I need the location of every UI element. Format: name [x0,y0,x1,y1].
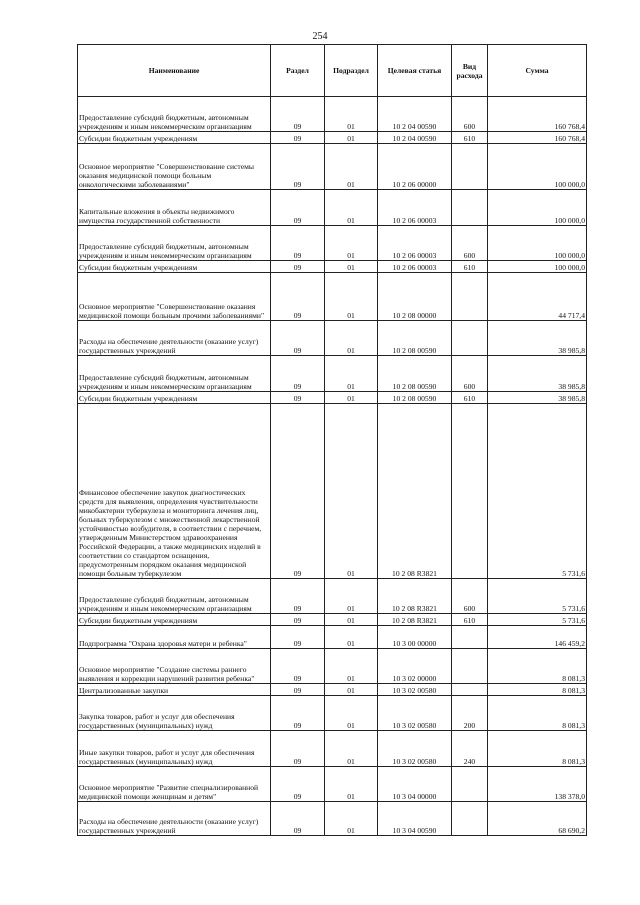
row-target: 10 2 08 R3821 [378,404,452,579]
header-podrazdel: Подраздел [325,45,378,97]
table-row [78,614,587,626]
row-name: Финансовое обеспечение закупок диагностических средств для выявления, определения чувствительности микобактерии туберкулеза и мониторинга лечения лиц, больных туберкулезом с множественной лекарственной устойчивостью возбудителя, в соответствии с перечнем, утвержденным Министерством здравоохранения Российской Федерации, а также медицинских изделий в соответствии со стандартом оснащения, предусмотренным порядком оказания медицинской помощи больным туберкулезом [78,404,271,579]
row-name: Предоставление субсидий бюджетным, автономным учреждениям и иным некоммерческим организациям [78,226,271,261]
row-name: Централизованные закупки [78,684,271,696]
row-name: Основное мероприятие "Развитие специализированной медицинской помощи женщинам и детям" [78,767,271,802]
row-razdel: 09 [271,261,325,273]
row-name: Основное мероприятие "Совершенствование оказания медицинской помощи больным прочими заболеваниями" [78,273,271,321]
row-podrazdel: 01 [325,321,378,356]
row-expense-type [452,767,488,802]
row-podrazdel: 01 [325,404,378,579]
row-razdel: 09 [271,97,325,132]
row-target: 10 3 02 00580 [378,684,452,696]
row-podrazdel: 01 [325,226,378,261]
row-amount: 8 081,3 [488,731,587,767]
row-amount: 38 985,8 [488,392,587,404]
row-podrazdel: 01 [325,356,378,392]
row-podrazdel: 01 [325,579,378,614]
row-name: Основное мероприятие "Совершенствование системы оказания медицинской помощи больным онкологическими заболеваниями" [78,144,271,190]
row-amount: 5 731,6 [488,404,587,579]
header-amount: Сумма [488,45,587,97]
row-amount: 38 985,8 [488,321,587,356]
row-expense-type: 200 [452,696,488,731]
row-amount: 5 731,6 [488,579,587,614]
table-row [78,261,587,273]
row-razdel: 09 [271,731,325,767]
row-podrazdel: 01 [325,392,378,404]
table-row [78,649,587,684]
row-amount: 146 459,2 [488,626,587,649]
row-expense-type [452,273,488,321]
row-razdel: 09 [271,684,325,696]
table-row [78,226,587,261]
row-razdel: 09 [271,802,325,836]
row-target: 10 3 02 00000 [378,649,452,684]
row-expense-type [452,321,488,356]
row-amount: 8 081,3 [488,684,587,696]
row-name: Субсидии бюджетным учреждениям [78,614,271,626]
table-header [78,45,587,97]
row-expense-type [452,190,488,226]
row-podrazdel: 01 [325,273,378,321]
table-row [78,190,587,226]
row-razdel: 09 [271,132,325,144]
row-expense-type: 600 [452,97,488,132]
table-row [78,579,587,614]
row-podrazdel: 01 [325,649,378,684]
row-target: 10 2 08 R3821 [378,614,452,626]
row-name: Субсидии бюджетным учреждениям [78,261,271,273]
row-amount: 138 378,0 [488,767,587,802]
row-expense-type [452,649,488,684]
row-podrazdel: 01 [325,614,378,626]
row-razdel: 09 [271,356,325,392]
row-amount: 100 000,0 [488,261,587,273]
table-row [78,392,587,404]
header-row [78,45,587,97]
row-amount: 5 731,6 [488,614,587,626]
row-expense-type [452,684,488,696]
row-name: Основное мероприятие "Создание системы раннего выявления и коррекции нарушений развития ребенка" [78,649,271,684]
row-target: 10 2 08 00000 [378,273,452,321]
header-expense-type: Вид расхода [452,45,488,97]
row-podrazdel: 01 [325,132,378,144]
row-target: 10 2 08 00590 [378,356,452,392]
row-amount: 100 000,0 [488,226,587,261]
row-razdel: 09 [271,226,325,261]
table-row [78,626,587,649]
row-razdel: 09 [271,626,325,649]
row-name: Предоставление субсидий бюджетным, автономным учреждениям и иным некоммерческим организациям [78,356,271,392]
header-name: Наименование [78,45,271,97]
row-name: Капитальные вложения в объекты недвижимого имущества государственной собственности [78,190,271,226]
row-razdel: 09 [271,190,325,226]
row-podrazdel: 01 [325,684,378,696]
row-razdel: 09 [271,404,325,579]
row-razdel: 09 [271,696,325,731]
row-podrazdel: 01 [325,97,378,132]
header-razdel: Раздел [271,45,325,97]
table-row [78,696,587,731]
header-target: Целевая статья [378,45,452,97]
table-row [78,731,587,767]
row-name: Подпрограмма "Охрана здоровья матери и ребенка" [78,626,271,649]
row-amount: 100 000,0 [488,190,587,226]
row-expense-type [452,144,488,190]
row-target: 10 2 06 00000 [378,144,452,190]
row-expense-type: 600 [452,356,488,392]
row-amount: 38 985,8 [488,356,587,392]
table-row [78,767,587,802]
row-expense-type [452,626,488,649]
row-podrazdel: 01 [325,731,378,767]
row-name: Предоставление субсидий бюджетным, автономным учреждениям и иным некоммерческим организациям [78,97,271,132]
row-name: Иные закупки товаров, работ и услуг для обеспечения государственных (муниципальных) нужд [78,731,271,767]
page-number: 254 [312,31,328,42]
row-target: 10 3 02 00580 [378,731,452,767]
table-row [78,684,587,696]
row-amount: 44 717,4 [488,273,587,321]
row-podrazdel: 01 [325,144,378,190]
row-name: Расходы на обеспечение деятельности (оказание услуг) государственных учреждений [78,802,271,836]
row-podrazdel: 01 [325,767,378,802]
row-expense-type: 600 [452,579,488,614]
row-expense-type: 610 [452,132,488,144]
row-razdel: 09 [271,767,325,802]
budget-table [77,44,587,836]
row-name: Субсидии бюджетным учреждениям [78,392,271,404]
table-row [78,321,587,356]
table-row [78,404,587,579]
row-podrazdel: 01 [325,802,378,836]
row-target: 10 2 06 00003 [378,226,452,261]
row-target: 10 3 04 00590 [378,802,452,836]
row-amount: 160 768,4 [488,97,587,132]
row-target: 10 3 02 00580 [378,696,452,731]
row-name: Расходы на обеспечение деятельности (оказание услуг) государственных учреждений [78,321,271,356]
row-amount: 160 768,4 [488,132,587,144]
row-amount: 100 000,0 [488,144,587,190]
row-expense-type: 610 [452,614,488,626]
row-amount: 68 690,2 [488,802,587,836]
row-expense-type [452,404,488,579]
table-row [78,97,587,132]
row-expense-type: 610 [452,392,488,404]
row-target: 10 2 04 00590 [378,97,452,132]
row-target: 10 2 06 00003 [378,261,452,273]
row-razdel: 09 [271,392,325,404]
row-razdel: 09 [271,144,325,190]
row-razdel: 09 [271,273,325,321]
row-amount: 8 081,3 [488,696,587,731]
row-target: 10 3 04 00000 [378,767,452,802]
row-razdel: 09 [271,579,325,614]
row-name: Субсидии бюджетным учреждениям [78,132,271,144]
row-name: Предоставление субсидий бюджетным, автономным учреждениям и иным некоммерческим организациям [78,579,271,614]
row-target: 10 2 08 00590 [378,392,452,404]
table-row [78,132,587,144]
row-amount: 8 081,3 [488,649,587,684]
row-expense-type: 610 [452,261,488,273]
row-name: Закупка товаров, работ и услуг для обеспечения государственных (муниципальных) нужд [78,696,271,731]
table-row [78,356,587,392]
row-razdel: 09 [271,649,325,684]
row-podrazdel: 01 [325,626,378,649]
row-target: 10 3 00 00000 [378,626,452,649]
row-podrazdel: 01 [325,190,378,226]
table-body [78,97,587,836]
row-podrazdel: 01 [325,696,378,731]
table-row [78,802,587,836]
row-podrazdel: 01 [325,261,378,273]
row-expense-type [452,802,488,836]
row-expense-type: 240 [452,731,488,767]
row-target: 10 2 08 R3821 [378,579,452,614]
table-row [78,144,587,190]
row-expense-type: 600 [452,226,488,261]
row-target: 10 2 08 00590 [378,321,452,356]
row-target: 10 2 04 00590 [378,132,452,144]
table-row [78,273,587,321]
row-razdel: 09 [271,614,325,626]
row-target: 10 2 06 00003 [378,190,452,226]
row-razdel: 09 [271,321,325,356]
